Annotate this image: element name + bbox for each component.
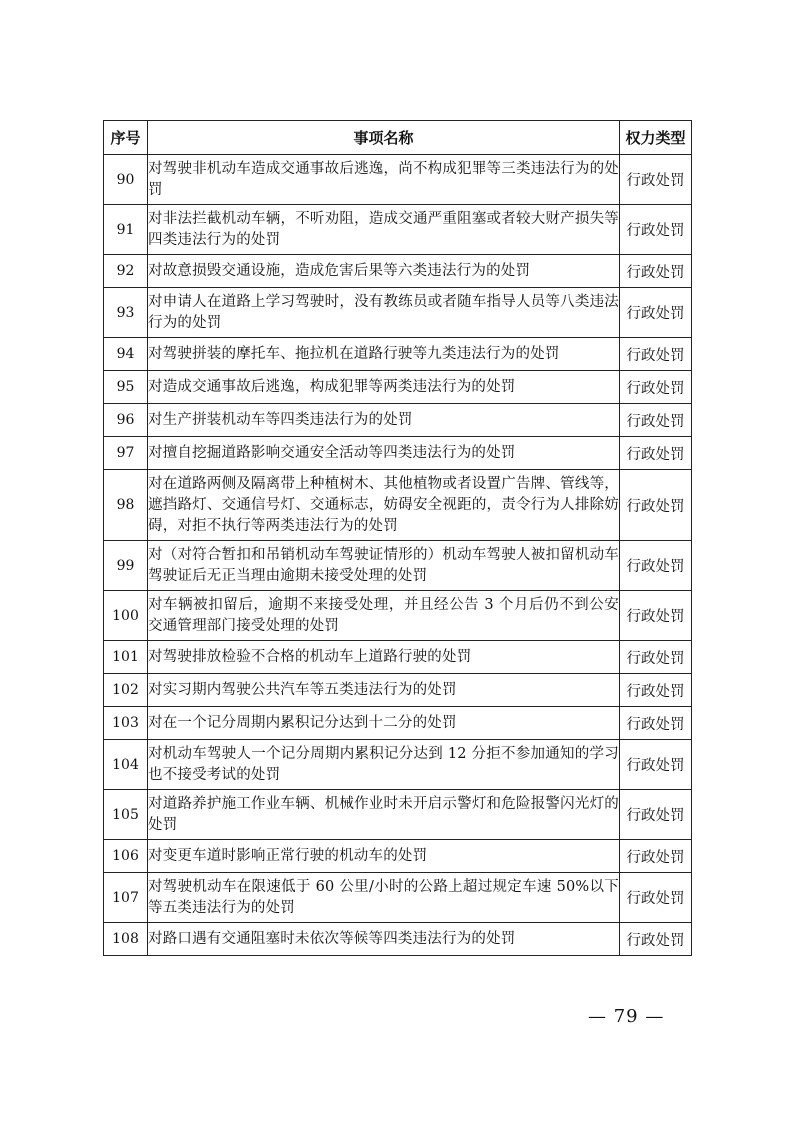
row-number: 92 <box>104 255 148 288</box>
row-number: 95 <box>104 371 148 404</box>
row-power-type: 行政处罚 <box>620 641 692 674</box>
row-power-type: 行政处罚 <box>620 707 692 740</box>
row-item-name: 对在一个记分周期内累积记分达到十二分的处罚 <box>148 707 620 740</box>
table-row <box>104 470 692 541</box>
table-row <box>104 205 692 255</box>
row-power-type: 行政处罚 <box>620 591 692 641</box>
row-power-type: 行政处罚 <box>620 404 692 437</box>
table-row <box>104 707 692 740</box>
row-item-name: 对路口遇有交通阻塞时未依次等候等四类违法行为的处罚 <box>148 923 620 956</box>
row-item-name: 对造成交通事故后逃逸，构成犯罪等两类违法行为的处罚 <box>148 371 620 404</box>
row-item-name: 对变更车道时影响正常行驶的机动车的处罚 <box>148 840 620 873</box>
row-item-name: 对非法拦截机动车辆，不听劝阻，造成交通严重阻塞或者较大财产损失等四类违法行为的处罚 <box>148 205 620 255</box>
row-number: 94 <box>104 338 148 371</box>
row-item-name: 对在道路两侧及隔离带上种植树木、其他植物或者设置广告牌、管线等，遮挡路灯、交通信号灯、交通标志，妨碍安全视距的，责令行为人排除妨碍，对拒不执行等两类违法行为的处罚 <box>148 470 620 541</box>
row-number: 91 <box>104 205 148 255</box>
row-power-type: 行政处罚 <box>620 740 692 790</box>
page-number: — 79 — <box>588 1006 665 1027</box>
row-number: 98 <box>104 470 148 541</box>
row-number: 103 <box>104 707 148 740</box>
row-item-name: 对生产拼装机动车等四类违法行为的处罚 <box>148 404 620 437</box>
table-row <box>104 873 692 923</box>
row-power-type: 行政处罚 <box>620 288 692 338</box>
table-row <box>104 674 692 707</box>
row-number: 97 <box>104 437 148 470</box>
table-row <box>104 541 692 591</box>
table-row <box>104 155 692 205</box>
row-item-name: 对驾驶拼装的摩托车、拖拉机在道路行驶等九类违法行为的处罚 <box>148 338 620 371</box>
row-power-type: 行政处罚 <box>620 470 692 541</box>
row-item-name: 对申请人在道路上学习驾驶时，没有教练员或者随车指导人员等八类违法行为的处罚 <box>148 288 620 338</box>
row-power-type: 行政处罚 <box>620 437 692 470</box>
row-number: 106 <box>104 840 148 873</box>
table-row <box>104 790 692 840</box>
row-item-name: 对（对符合暂扣和吊销机动车驾驶证情形的）机动车驾驶人被扣留机动车驾驶证后无正当理由逾期未接受处理的处罚 <box>148 541 620 591</box>
row-power-type: 行政处罚 <box>620 371 692 404</box>
table-row <box>104 338 692 371</box>
row-power-type: 行政处罚 <box>620 541 692 591</box>
row-number: 105 <box>104 790 148 840</box>
table-row <box>104 437 692 470</box>
row-number: 102 <box>104 674 148 707</box>
table-header-row <box>104 121 692 155</box>
row-item-name: 对机动车驾驶人一个记分周期内累积记分达到 12 分拒不参加通知的学习也不接受考试的处罚 <box>148 740 620 790</box>
table-row <box>104 923 692 956</box>
row-number: 101 <box>104 641 148 674</box>
table-row <box>104 255 692 288</box>
row-item-name: 对驾驶机动车在限速低于 60 公里/小时的公路上超过规定车速 50%以下等五类违法行为的处罚 <box>148 873 620 923</box>
row-power-type: 行政处罚 <box>620 338 692 371</box>
table-row <box>104 840 692 873</box>
row-power-type: 行政处罚 <box>620 790 692 840</box>
row-power-type: 行政处罚 <box>620 873 692 923</box>
row-item-name: 对实习期内驾驶公共汽车等五类违法行为的处罚 <box>148 674 620 707</box>
table-row <box>104 740 692 790</box>
power-list-table <box>103 120 692 956</box>
table-row <box>104 404 692 437</box>
row-power-type: 行政处罚 <box>620 923 692 956</box>
row-power-type: 行政处罚 <box>620 840 692 873</box>
row-power-type: 行政处罚 <box>620 674 692 707</box>
table-row <box>104 591 692 641</box>
row-item-name: 对车辆被扣留后，逾期不来接受处理，并且经公告 3 个月后仍不到公安交通管理部门接受处理的处罚 <box>148 591 620 641</box>
row-number: 107 <box>104 873 148 923</box>
row-power-type: 行政处罚 <box>620 155 692 205</box>
header-item-name: 事项名称 <box>148 121 620 155</box>
row-power-type: 行政处罚 <box>620 205 692 255</box>
row-item-name: 对故意损毁交通设施，造成危害后果等六类违法行为的处罚 <box>148 255 620 288</box>
row-number: 99 <box>104 541 148 591</box>
row-item-name: 对擅自挖掘道路影响交通安全活动等四类违法行为的处罚 <box>148 437 620 470</box>
header-power-type: 权力类型 <box>620 121 692 155</box>
table-row <box>104 288 692 338</box>
row-number: 108 <box>104 923 148 956</box>
row-number: 93 <box>104 288 148 338</box>
row-item-name: 对驾驶非机动车造成交通事故后逃逸，尚不构成犯罪等三类违法行为的处罚 <box>148 155 620 205</box>
row-number: 104 <box>104 740 148 790</box>
table-row <box>104 641 692 674</box>
row-number: 100 <box>104 591 148 641</box>
row-number: 90 <box>104 155 148 205</box>
header-serial-number: 序号 <box>104 121 148 155</box>
row-power-type: 行政处罚 <box>620 255 692 288</box>
table-row <box>104 371 692 404</box>
row-item-name: 对道路养护施工作业车辆、机械作业时未开启示警灯和危险报警闪光灯的处罚 <box>148 790 620 840</box>
row-number: 96 <box>104 404 148 437</box>
row-item-name: 对驾驶排放检验不合格的机动车上道路行驶的处罚 <box>148 641 620 674</box>
